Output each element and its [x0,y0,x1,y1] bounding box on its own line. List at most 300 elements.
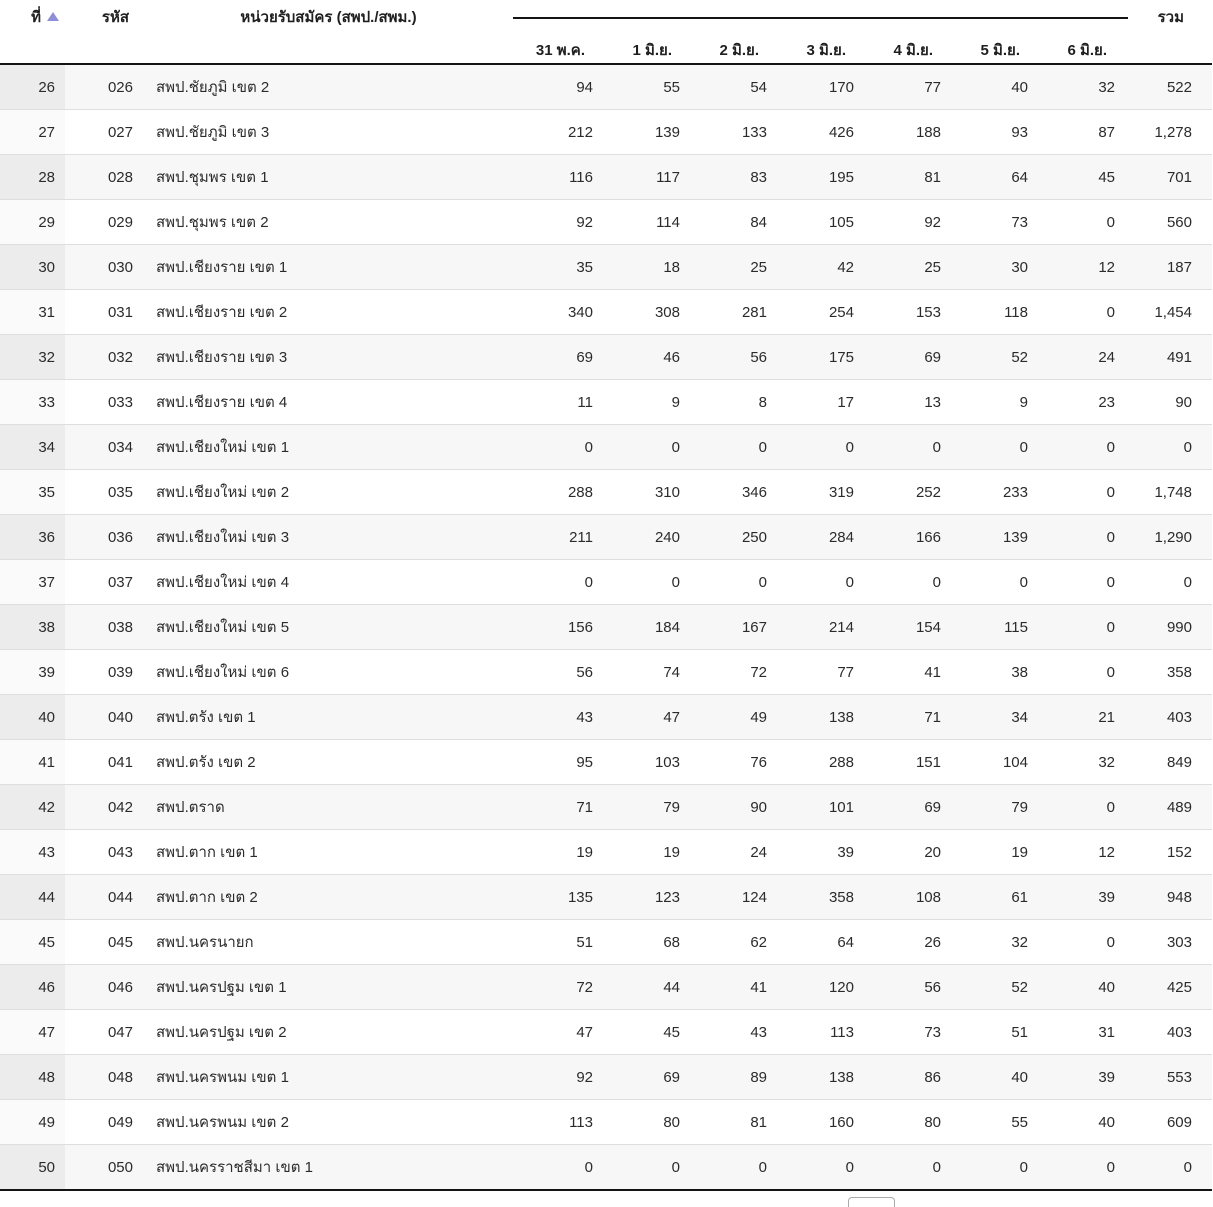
date-value-cell: 45 [599,1010,686,1055]
date-value-cell: 56 [512,650,599,695]
date-value-cell: 32 [947,920,1034,965]
row-number-cell: 43 [0,830,65,875]
date-value-cell: 55 [947,1100,1034,1145]
table-row [0,335,1212,380]
pagination-button-partial[interactable] [848,1197,895,1207]
unit-code-cell: 041 [65,740,145,785]
row-number-cell: 31 [0,290,65,335]
table-row [0,64,1212,110]
row-number-cell: 35 [0,470,65,515]
date-value-cell: 40 [947,1055,1034,1100]
table-row [0,875,1212,920]
date-value-cell: 123 [599,875,686,920]
date-value-cell: 12 [1034,830,1121,875]
date-value-cell: 32 [1034,740,1121,785]
date-value-cell: 160 [773,1100,860,1145]
row-number-cell: 50 [0,1145,65,1191]
date-value-cell: 54 [686,64,773,110]
date-value-cell: 71 [512,785,599,830]
date-value-cell: 0 [1034,290,1121,335]
date-value-cell: 26 [860,920,947,965]
column-header-unit-label: หน่วยรับสมัคร (สพป./สพม.) [240,9,417,26]
unit-code-cell: 034 [65,425,145,470]
date-value-cell: 0 [773,560,860,605]
date-value-cell: 77 [773,650,860,695]
row-number-cell: 39 [0,650,65,695]
unit-name-cell: สพป.ตราด [145,785,512,830]
table-row [0,740,1212,785]
total-cell: 0 [1121,425,1212,470]
total-cell: 1,454 [1121,290,1212,335]
date-value-cell: 94 [512,64,599,110]
date-value-cell: 240 [599,515,686,560]
date-value-cell: 153 [860,290,947,335]
column-header-date-3[interactable]: 3 มิ.ย. [773,26,860,64]
total-cell: 187 [1121,245,1212,290]
date-value-cell: 24 [1034,335,1121,380]
date-value-cell: 138 [773,695,860,740]
table-row [0,1055,1212,1100]
date-value-cell: 0 [773,1145,860,1191]
date-value-cell: 39 [1034,1055,1121,1100]
date-value-cell: 68 [599,920,686,965]
unit-code-cell: 049 [65,1100,145,1145]
unit-name-cell: สพป.ชุมพร เขต 1 [145,155,512,200]
row-number-cell: 28 [0,155,65,200]
sort-asc-icon [47,12,59,21]
date-value-cell: 80 [599,1100,686,1145]
date-value-cell: 86 [860,1055,947,1100]
date-value-cell: 41 [686,965,773,1010]
date-value-cell: 30 [947,245,1034,290]
row-number-cell: 30 [0,245,65,290]
unit-code-cell: 036 [65,515,145,560]
date-value-cell: 93 [947,110,1034,155]
date-value-cell: 340 [512,290,599,335]
table-row [0,155,1212,200]
date-value-cell: 83 [686,155,773,200]
date-value-cell: 11 [512,380,599,425]
date-value-cell: 47 [512,1010,599,1055]
date-value-cell: 69 [860,785,947,830]
row-number-cell: 40 [0,695,65,740]
date-value-cell: 69 [860,335,947,380]
row-number-cell: 27 [0,110,65,155]
date-value-cell: 184 [599,605,686,650]
date-value-cell: 0 [1034,650,1121,695]
date-value-cell: 156 [512,605,599,650]
date-value-cell: 195 [773,155,860,200]
table-row [0,290,1212,335]
column-header-date-4[interactable]: 4 มิ.ย. [860,26,947,64]
unit-name-cell: สพป.นครพนม เขต 2 [145,1100,512,1145]
column-header-code-label: รหัส [101,9,129,26]
date-value-cell: 188 [860,110,947,155]
date-value-cell: 0 [686,1145,773,1191]
total-cell: 560 [1121,200,1212,245]
date-value-cell: 151 [860,740,947,785]
date-value-cell: 135 [512,875,599,920]
date-value-cell: 56 [860,965,947,1010]
date-value-cell: 154 [860,605,947,650]
date-value-cell: 38 [947,650,1034,695]
date-value-cell: 254 [773,290,860,335]
unit-name-cell: สพป.นครปฐม เขต 2 [145,1010,512,1055]
row-number-cell: 33 [0,380,65,425]
total-cell: 425 [1121,965,1212,1010]
column-header-total-label: รวม [1157,9,1184,26]
table-row [0,110,1212,155]
table-row [0,200,1212,245]
date-value-cell: 358 [773,875,860,920]
unit-code-cell: 042 [65,785,145,830]
table-row [0,1100,1212,1145]
row-number-cell: 44 [0,875,65,920]
date-value-cell: 55 [599,64,686,110]
date-value-cell: 319 [773,470,860,515]
date-value-cell: 0 [599,425,686,470]
unit-code-cell: 030 [65,245,145,290]
date-value-cell: 72 [686,650,773,695]
unit-code-cell: 050 [65,1145,145,1191]
date-value-cell: 0 [686,560,773,605]
total-cell: 0 [1121,1145,1212,1191]
unit-name-cell: สพป.เชียงใหม่ เขต 2 [145,470,512,515]
date-value-cell: 39 [1034,875,1121,920]
table-header [0,0,1212,64]
column-header-no-label: ที่ [31,9,41,26]
table-row [0,515,1212,560]
unit-code-cell: 046 [65,965,145,1010]
date-value-cell: 17 [773,380,860,425]
date-value-cell: 40 [1034,965,1121,1010]
date-value-cell: 24 [686,830,773,875]
date-value-cell: 211 [512,515,599,560]
total-cell: 1,290 [1121,515,1212,560]
unit-code-cell: 032 [65,335,145,380]
date-value-cell: 0 [773,425,860,470]
date-value-cell: 0 [1034,1145,1121,1191]
unit-name-cell: สพป.ตรัง เขต 2 [145,740,512,785]
date-value-cell: 124 [686,875,773,920]
table-row [0,245,1212,290]
date-value-cell: 74 [599,650,686,695]
date-value-cell: 84 [686,200,773,245]
date-value-cell: 44 [599,965,686,1010]
date-value-cell: 284 [773,515,860,560]
date-value-cell: 117 [599,155,686,200]
unit-code-cell: 035 [65,470,145,515]
date-value-cell: 0 [947,425,1034,470]
unit-code-cell: 027 [65,110,145,155]
table-row [0,605,1212,650]
date-value-cell: 0 [599,1145,686,1191]
date-value-cell: 34 [947,695,1034,740]
date-value-cell: 19 [947,830,1034,875]
unit-code-cell: 029 [65,200,145,245]
date-value-cell: 0 [947,560,1034,605]
column-header-unit[interactable] [145,0,512,64]
date-value-cell: 69 [512,335,599,380]
unit-code-cell: 040 [65,695,145,740]
unit-name-cell: สพป.นครนายก [145,920,512,965]
date-value-cell: 64 [773,920,860,965]
date-value-cell: 92 [512,1055,599,1100]
date-value-cell: 76 [686,740,773,785]
total-cell: 948 [1121,875,1212,920]
row-number-cell: 41 [0,740,65,785]
date-value-cell: 9 [947,380,1034,425]
date-group-underline [513,17,1128,19]
date-value-cell: 288 [512,470,599,515]
unit-name-cell: สพป.ตาก เขต 2 [145,875,512,920]
date-value-cell: 113 [512,1100,599,1145]
date-value-cell: 101 [773,785,860,830]
date-value-cell: 0 [512,560,599,605]
date-value-cell: 47 [599,695,686,740]
date-value-cell: 9 [599,380,686,425]
date-value-cell: 71 [860,695,947,740]
date-value-cell: 61 [947,875,1034,920]
unit-name-cell: สพป.ชัยภูมิ เขต 3 [145,110,512,155]
unit-name-cell: สพป.นครปฐม เขต 1 [145,965,512,1010]
date-value-cell: 25 [860,245,947,290]
row-number-cell: 34 [0,425,65,470]
column-header-code[interactable] [65,0,145,64]
date-value-cell: 139 [947,515,1034,560]
unit-code-cell: 043 [65,830,145,875]
date-value-cell: 90 [686,785,773,830]
date-value-cell: 0 [1034,425,1121,470]
date-value-cell: 20 [860,830,947,875]
unit-name-cell: สพป.เชียงราย เขต 1 [145,245,512,290]
total-cell: 303 [1121,920,1212,965]
row-number-cell: 32 [0,335,65,380]
total-cell: 403 [1121,1010,1212,1055]
date-value-cell: 0 [1034,605,1121,650]
row-number-cell: 48 [0,1055,65,1100]
unit-name-cell: สพป.เชียงใหม่ เขต 1 [145,425,512,470]
total-cell: 609 [1121,1100,1212,1145]
date-value-cell: 87 [1034,110,1121,155]
date-value-cell: 170 [773,64,860,110]
date-value-cell: 103 [599,740,686,785]
date-value-cell: 0 [1034,200,1121,245]
date-value-cell: 214 [773,605,860,650]
row-number-cell: 29 [0,200,65,245]
unit-name-cell: สพป.เชียงราย เขต 3 [145,335,512,380]
date-value-cell: 0 [1034,470,1121,515]
unit-code-cell: 039 [65,650,145,695]
row-number-cell: 46 [0,965,65,1010]
row-number-cell: 37 [0,560,65,605]
date-value-cell: 105 [773,200,860,245]
unit-name-cell: สพป.ตรัง เขต 1 [145,695,512,740]
total-cell: 152 [1121,830,1212,875]
unit-name-cell: สพป.เชียงใหม่ เขต 5 [145,605,512,650]
table-row [0,1145,1212,1191]
date-value-cell: 56 [686,335,773,380]
date-value-cell: 41 [860,650,947,695]
date-value-cell: 32 [1034,64,1121,110]
date-value-cell: 0 [947,1145,1034,1191]
date-value-cell: 43 [512,695,599,740]
date-value-cell: 13 [860,380,947,425]
total-cell: 90 [1121,380,1212,425]
date-value-cell: 19 [512,830,599,875]
total-cell: 358 [1121,650,1212,695]
total-cell: 491 [1121,335,1212,380]
unit-code-cell: 047 [65,1010,145,1055]
date-value-cell: 92 [512,200,599,245]
date-value-cell: 81 [686,1100,773,1145]
date-value-cell: 46 [599,335,686,380]
unit-name-cell: สพป.เชียงราย เขต 4 [145,380,512,425]
date-value-cell: 175 [773,335,860,380]
date-value-cell: 45 [1034,155,1121,200]
date-value-cell: 8 [686,380,773,425]
table-body [0,64,1212,1190]
column-header-date-5[interactable]: 5 มิ.ย. [947,26,1034,64]
date-value-cell: 138 [773,1055,860,1100]
column-header-total[interactable] [1121,0,1212,64]
date-value-cell: 250 [686,515,773,560]
date-value-cell: 40 [947,64,1034,110]
unit-code-cell: 044 [65,875,145,920]
date-value-cell: 21 [1034,695,1121,740]
column-header-no[interactable] [0,0,65,64]
date-value-cell: 0 [1034,515,1121,560]
table-row [0,470,1212,515]
date-value-cell: 39 [773,830,860,875]
unit-name-cell: สพป.เชียงใหม่ เขต 3 [145,515,512,560]
date-value-cell: 288 [773,740,860,785]
unit-name-cell: สพป.เชียงใหม่ เขต 6 [145,650,512,695]
date-value-cell: 12 [1034,245,1121,290]
total-cell: 701 [1121,155,1212,200]
date-value-cell: 0 [512,425,599,470]
date-value-cell: 167 [686,605,773,650]
row-number-cell: 42 [0,785,65,830]
date-value-cell: 115 [947,605,1034,650]
total-cell: 849 [1121,740,1212,785]
total-cell: 489 [1121,785,1212,830]
date-value-cell: 23 [1034,380,1121,425]
row-number-cell: 47 [0,1010,65,1055]
unit-name-cell: สพป.ตาก เขต 1 [145,830,512,875]
column-header-date-2[interactable]: 2 มิ.ย. [686,26,773,64]
date-value-cell: 252 [860,470,947,515]
table-row [0,830,1212,875]
date-value-cell: 0 [1034,920,1121,965]
table-row [0,785,1212,830]
date-value-cell: 92 [860,200,947,245]
date-value-cell: 133 [686,110,773,155]
date-value-cell: 118 [947,290,1034,335]
date-value-cell: 281 [686,290,773,335]
table-row [0,560,1212,605]
table-row [0,695,1212,740]
row-number-cell: 38 [0,605,65,650]
date-value-cell: 108 [860,875,947,920]
date-value-cell: 233 [947,470,1034,515]
total-cell: 403 [1121,695,1212,740]
date-value-cell: 73 [947,200,1034,245]
date-value-cell: 0 [1034,785,1121,830]
table-row [0,650,1212,695]
date-value-cell: 51 [947,1010,1034,1055]
row-number-cell: 36 [0,515,65,560]
unit-code-cell: 033 [65,380,145,425]
total-cell: 522 [1121,64,1212,110]
date-value-cell: 40 [1034,1100,1121,1145]
date-value-cell: 80 [860,1100,947,1145]
unit-name-cell: สพป.นครพนม เขต 1 [145,1055,512,1100]
date-value-cell: 25 [686,245,773,290]
date-value-cell: 310 [599,470,686,515]
table-row [0,1010,1212,1055]
column-header-date-6[interactable]: 6 มิ.ย. [1034,26,1121,64]
table-row [0,380,1212,425]
date-value-cell: 52 [947,965,1034,1010]
table-row [0,920,1212,965]
date-value-cell: 104 [947,740,1034,785]
unit-name-cell: สพป.เชียงราย เขต 2 [145,290,512,335]
date-value-cell: 308 [599,290,686,335]
date-value-cell: 212 [512,110,599,155]
row-number-cell: 26 [0,64,65,110]
row-number-cell: 49 [0,1100,65,1145]
column-header-date-1[interactable]: 1 มิ.ย. [599,26,686,64]
unit-code-cell: 026 [65,64,145,110]
date-value-cell: 35 [512,245,599,290]
date-value-cell: 64 [947,155,1034,200]
date-value-cell: 95 [512,740,599,785]
date-value-cell: 81 [860,155,947,200]
date-value-cell: 18 [599,245,686,290]
date-value-cell: 72 [512,965,599,1010]
date-value-cell: 139 [599,110,686,155]
date-value-cell: 0 [1034,560,1121,605]
unit-name-cell: สพป.ชุมพร เขต 2 [145,200,512,245]
date-value-cell: 69 [599,1055,686,1100]
total-cell: 1,748 [1121,470,1212,515]
date-value-cell: 0 [512,1145,599,1191]
column-header-date-0[interactable]: 31 พ.ค. [512,26,599,64]
unit-code-cell: 038 [65,605,145,650]
table-row [0,965,1212,1010]
unit-code-cell: 045 [65,920,145,965]
unit-code-cell: 028 [65,155,145,200]
date-value-cell: 166 [860,515,947,560]
date-value-cell: 0 [860,560,947,605]
date-value-cell: 0 [860,1145,947,1191]
date-value-cell: 79 [599,785,686,830]
date-value-cell: 73 [860,1010,947,1055]
total-cell: 0 [1121,560,1212,605]
date-value-cell: 114 [599,200,686,245]
date-value-cell: 89 [686,1055,773,1100]
unit-code-cell: 031 [65,290,145,335]
total-cell: 990 [1121,605,1212,650]
date-value-cell: 113 [773,1010,860,1055]
date-value-cell: 62 [686,920,773,965]
total-cell: 553 [1121,1055,1212,1100]
date-value-cell: 49 [686,695,773,740]
unit-code-cell: 037 [65,560,145,605]
date-value-cell: 77 [860,64,947,110]
unit-name-cell: สพป.นครราชสีมา เขต 1 [145,1145,512,1191]
